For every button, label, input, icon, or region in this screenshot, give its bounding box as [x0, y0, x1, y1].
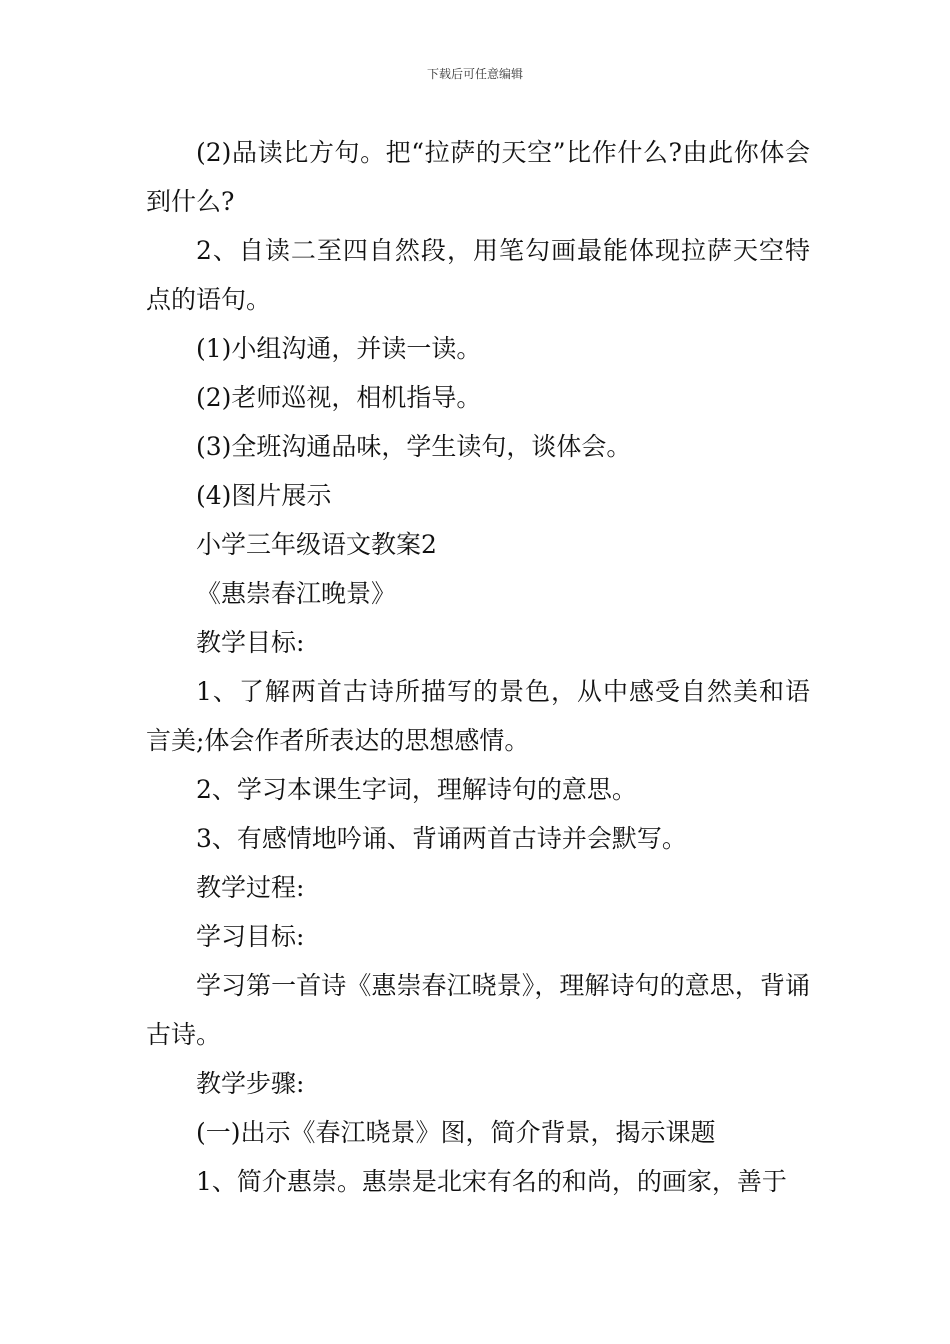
paragraph-item: (2)老师巡视，相机指导。 [196, 383, 482, 412]
paragraph-item: (3)全班沟通品味，学生读句，谈体会。 [196, 432, 632, 461]
paragraph-item: 3、有感情地吟诵、背诵两首古诗并会默写。 [196, 824, 687, 853]
learning-goals-heading: 学习目标: [196, 922, 305, 951]
teaching-steps-heading: 教学步骤: [196, 1069, 305, 1098]
paragraph-item: 学习第一首诗《惠崇春江晓景》，理解诗句的意思，背诵古诗。 [146, 971, 810, 1049]
paragraph-item: 2、学习本课生字词，理解诗句的意思。 [196, 775, 637, 804]
paragraph-item: (4)图片展示 [196, 481, 332, 510]
paragraph-item: 1、了解两首古诗所描写的景色，从中感受自然美和语言美;体会作者所表达的思想感情。 [146, 677, 810, 755]
paragraph-item: (1)小组沟通，并读一读。 [196, 334, 482, 363]
paragraph-item: (2)品读比方句。把“拉萨的天空”比作什么?由此你体会到什么? [146, 138, 810, 216]
document-body [146, 128, 810, 1206]
paragraph-item: (一)出示《春江晓景》图，简介背景，揭示课题 [196, 1118, 716, 1147]
teaching-goals-heading: 教学目标: [196, 628, 305, 657]
lesson-title: 《惠崇春江晚景》 [196, 579, 397, 608]
section-heading: 小学三年级语文教案2 [196, 530, 437, 559]
header-note: 下载后可任意编辑 [426, 67, 523, 81]
teaching-process-heading: 教学过程: [196, 873, 305, 902]
paragraph-item: 2、自读二至四自然段，用笔勾画最能体现拉萨天空特点的语句。 [146, 236, 810, 314]
paragraph-item: 1、简介惠崇。惠崇是北宋有名的和尚，的画家，善于 [196, 1167, 787, 1196]
